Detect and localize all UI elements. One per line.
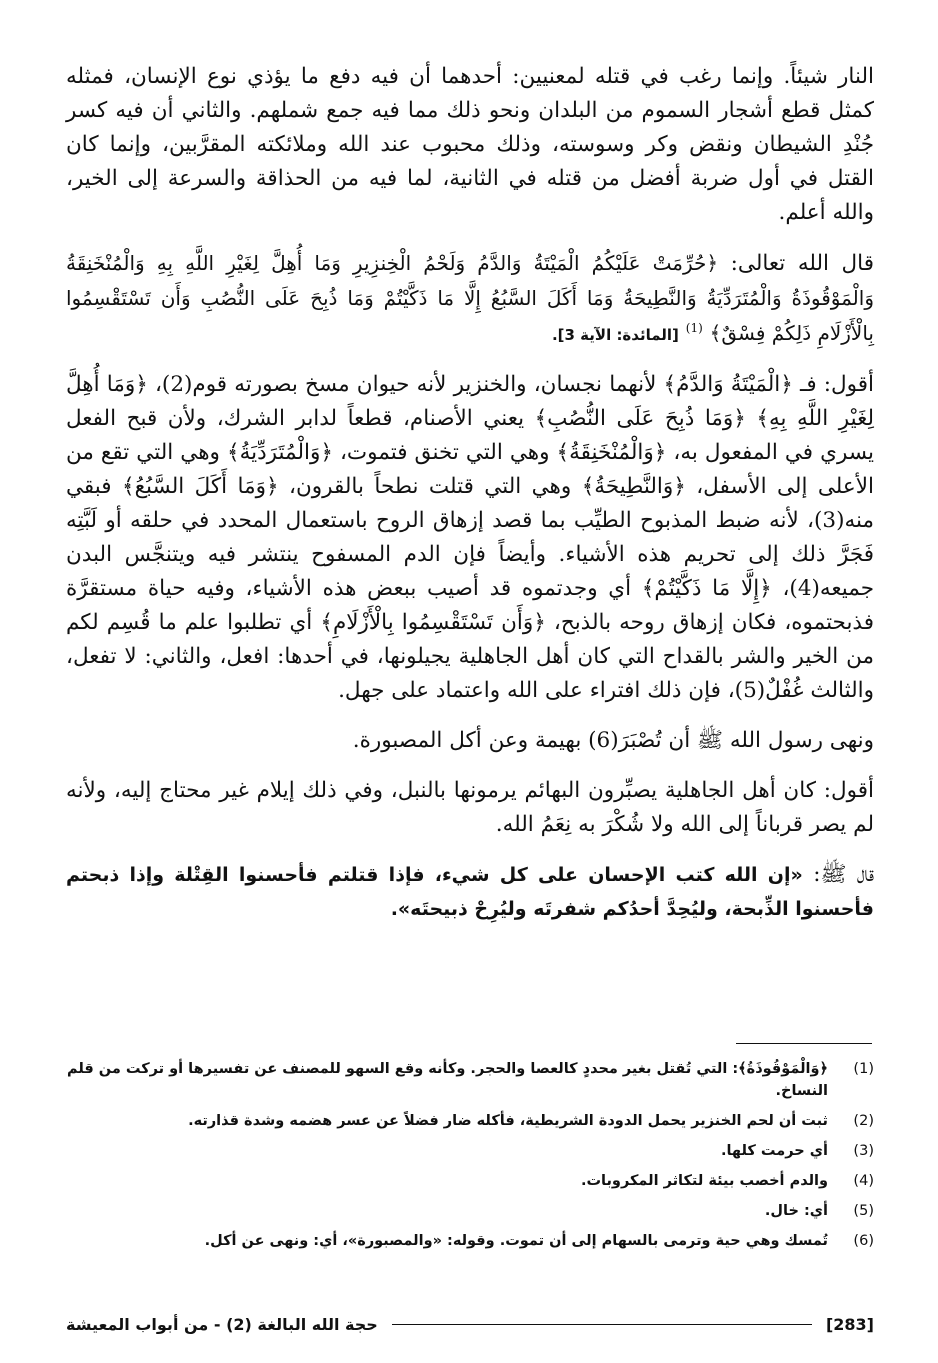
paragraph-4: ونهى رسول الله ﷺ أن تُصْبَرَ(6) بهيمة وعن أكل المصبورة. (352, 728, 874, 753)
main-text (66, 60, 874, 942)
footnote-text: ﴿وَالْمَوْقُوذَةُ﴾: التي تُقتل بغير محددٍ كالعصا والحجر. وكأنه وقع السهو للمصنف عن تفسيرها أو تركت من قلم النساخ. (66, 1061, 828, 1099)
footnote-number: (5) (853, 1203, 874, 1219)
paragraph-1: النار شيئاً. وإنما رغب في قتله لمعنيين: أحدهما أن فيه دفع ما يؤذي نوع الإنسان، فمثله كمثل قطع أشجار السموم من البلدان ونحو ذلك مما فيه جمع شملهم. والثاني أن فيه كسر جُنْدِ الشيطان ونقض وكر وسوسته، وذلك محبوب عند الله وملائكته المقرَّبين، وإنما كان القتل في أول ضربة أفضل من قتله في الثانية، لما فيه من الحذاقة والسرعة إلى الخير، والله أعلم. (66, 64, 874, 225)
footnote-text: تُمسك وهي حية وترمى بالسهام إلى أن تموت. وقوله: «والمصبورة»، أي: ونهى عن أكل. (204, 1233, 828, 1249)
page-footer (66, 1309, 874, 1339)
footnote-4 (66, 1170, 874, 1192)
footnote-number: (1) (853, 1061, 874, 1077)
verse-intro: قال الله تعالى: (718, 251, 874, 276)
footnote-text: أي: خال. (764, 1203, 828, 1219)
footer-rule (392, 1324, 812, 1325)
quran-verse: ﴿حُرِّمَتْ عَلَيْكُمُ الْمَيْتَةُ وَالدَّمُ وَلَحْمُ الْخِنزِيرِ وَمَا أُهِلَّ لِغَيْرِ اللَّهِ بِهِ وَالْمُنْخَنِقَةُ وَالْمَوْقُوذَةُ وَالْمُتَرَدِّيَةُ وَالنَّطِيحَةُ وَمَا أَكَلَ السَّبُعُ إِلَّا مَا ذَكَّيْتُمْ وَمَا ذُبِحَ عَلَى النُّصُبِ وَأَن تَسْتَقْسِمُوا بِالْأَزْلَامِ ذَلِكُمْ فِسْقٌ﴾ (66, 251, 874, 345)
page-number: [283] (825, 1314, 874, 1334)
footnotes (66, 1058, 874, 1260)
footnote-number: (4) (853, 1173, 874, 1189)
footnote-2 (66, 1110, 874, 1132)
footnote-5 (66, 1200, 874, 1222)
paragraph-5: أقول: كان أهل الجاهلية يصبِّرون البهائم يرمونها بالنبل، وفي ذلك إيلام غير محتاج إليه، ولأنه لم يصر قرباناً إلى الله ولا شُكْرَ به نِعَمُ الله. (66, 778, 874, 837)
hadith-text: «إن الله كتب الإحسان على كل شيء، فإذا قتلتم فأحسنوا القِتْلة وإذا ذبحتم فأحسنوا الذِّبحة، وليُحِدَّ أحدُكم شفرتَه وليُرِحْ ذبيحتَه». (66, 864, 874, 920)
footnote-6 (66, 1230, 874, 1252)
footnote-number: (6) (853, 1233, 874, 1249)
footnote-1 (66, 1058, 874, 1102)
footnote-text: ثبت أن لحم الخنزير يحمل الدودة الشريطية، فأكله ضار فضلاً عن عسر هضمه وشدة قذارته. (188, 1113, 828, 1129)
footnote-3 (66, 1140, 874, 1162)
footnote-number: (3) (853, 1143, 874, 1159)
running-title: حجة الله البالغة (2) - من أبواب المعيشة (66, 1314, 378, 1334)
verse-reference: [المائدة: الآية 3]. (551, 326, 679, 344)
footnote-marker: (1) (685, 320, 703, 335)
hadith-intro: قال ﷺ: (802, 862, 874, 887)
paragraph-2 (66, 246, 874, 352)
footnote-divider (736, 1043, 872, 1044)
footnote-number: (2) (853, 1113, 874, 1129)
paragraph-6 (66, 858, 874, 926)
paragraph-3: أقول: فـ ﴿الْمَيْتَةُ وَالدَّمُ﴾ لأنهما نجسان، والخنزير لأنه حيوان مسخ بصورته قوم(2)، ﴿وَمَا أُهِلَّ لِغَيْرِ اللَّهِ بِهِ﴾ ﴿وَمَا ذُبِحَ عَلَى النُّصُبِ﴾ يعني الأصنام، قطعاً لدابر الشرك، ولأن قبح الفعل يسري في المفعول به، ﴿وَالْمُنْخَنِقَةُ﴾ وهي التي تخنق فتموت، ﴿وَالْمُتَرَدِّيَةُ﴾ وهي التي تقع من الأعلى إلى الأسفل، ﴿وَالنَّطِيحَةُ﴾ وهي التي قتلت نطحاً بالقرون، ﴿وَمَا أَكَلَ السَّبُعُ﴾ فبقي منه(3)، لأنه ضبط المذبوح الطيِّب بما قصد إزهاق الروح باستعمال المحدد في حلقه أو لَبَّتِه فَجَرَّ ذلك إلى تحريم هذه الأشياء. وأيضاً فإن الدم المسفوح ينتشر فيه ويتنجَّس البدن جميعه(4)، ﴿إِلَّا مَا ذَكَّيْتُمْ﴾ أي وجدتموه قد أصيب ببعض هذه الأشياء، وفيه حياة مستقرَّة فذبحتموه، فكان إزهاق روحه بالذبح، ﴿وَأَن تَسْتَقْسِمُوا بِالْأَزْلَامِ﴾ أي تطلبوا علم ما قُسِم لكم من الخير والشر بالقداح التي كان أهل الجاهلية يجيلونها، في أحدها: افعل، والثاني: لا تفعل، والثالث غُفْلٌ(5)، فإن ذلك افتراء على الله واعتماد على جهل. (66, 372, 874, 703)
footnote-text: والدم أخصب بيئة لتكاثر المكروبات. (580, 1173, 828, 1189)
footnote-text: أي حرمت كلها. (720, 1143, 828, 1159)
